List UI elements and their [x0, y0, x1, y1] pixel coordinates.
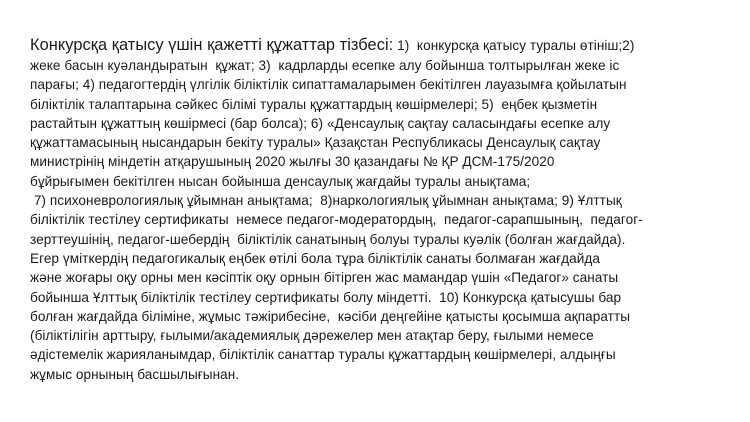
text-line-2: жеке басын куәландыратын құжат; 3) кадрларды есепке алу бойынша толтырылған жеке іс: [30, 58, 620, 73]
text-line-7: министрінің міндетін атқарушының 2020 жылғы 30 қазандағы № ҚР ДСМ-175/2020: [30, 154, 555, 170]
text-line-18: жұмыс орнының басшылығынан.: [30, 366, 240, 382]
text-line-8: бұйрығымен бекітілген нысан бойынша денсаулық жағдайы туралы анықтама;: [30, 173, 531, 189]
text-line-5: растайтын құжаттың көшірмесі (бар болса); 6) «Денсаулық сақтау саласындағы есепке алу: [30, 115, 611, 131]
text-line-13: және жоғары оқу орны мен кәсіптік оқу орнын бітірген жас мамандар үшін «Педагог» санаты: [30, 270, 619, 286]
text-line-10: біліктілік тестілеу сертификаты немесе педагог-модератордың, педагог-сарапшының, педагог-: [30, 212, 643, 228]
text-line-6: құжаттамасының нысандарын бекіту туралы» Қазақстан Республикасы Денсаулық сақтау: [30, 135, 601, 151]
text-line-4: біліктілік талаптарына сәйкес білімі туралы құжаттардың көшірмелері; 5) еңбек қызметін: [30, 96, 598, 112]
text-line-11: зерттеушінің, педагог-шебердің біліктілік санатының болуы туралы куәлік (болған жағдайда).: [30, 231, 626, 247]
text-line-3: парағы; 4) педагогтердің үлгілік біліктілік сипаттамаларымен бекітілген лауазымға қойылатын: [30, 77, 627, 93]
text-line-17: әдістемелік жарияланымдар, біліктілік санаттар туралы құжаттардың көшірмелері, алдыңғы: [30, 347, 616, 363]
text-line-9: 7) психоневрологиялық ұйымнан анықтама; 8)наркологиялық ұйымнан анықтама; 9) Ұлттық: [30, 193, 622, 209]
heading-continuation: 1) конкурсқа қатысу туралы өтініш;2): [393, 38, 635, 53]
text-line-16: (біліктілігін арттыру, ғылыми/академиялық дәрежелер мен атақтар беру, ғылыми немесе: [30, 328, 594, 344]
text-line-15: болған жағдайда біліміне, жұмыс тәжірибесіне, кәсіби деңгейіне қатысты қосымша ақпаратты: [30, 308, 631, 324]
document-body: [30, 34, 740, 384]
text-line-1: [30, 34, 740, 56]
document-heading: Конкурсқа қатысу үшін қажетті құжаттар тізбесі:: [30, 36, 394, 54]
text-line-14: бойынша Ұлттық біліктілік тестілеу сертификаты болу міндетті. 10) Конкурсқа қатысушы бар: [30, 289, 622, 305]
text-line-12: Егер үміткердің педагогикалық еңбек өтілі бола тұра біліктілік санаты болмаған жағдайда: [30, 250, 600, 266]
